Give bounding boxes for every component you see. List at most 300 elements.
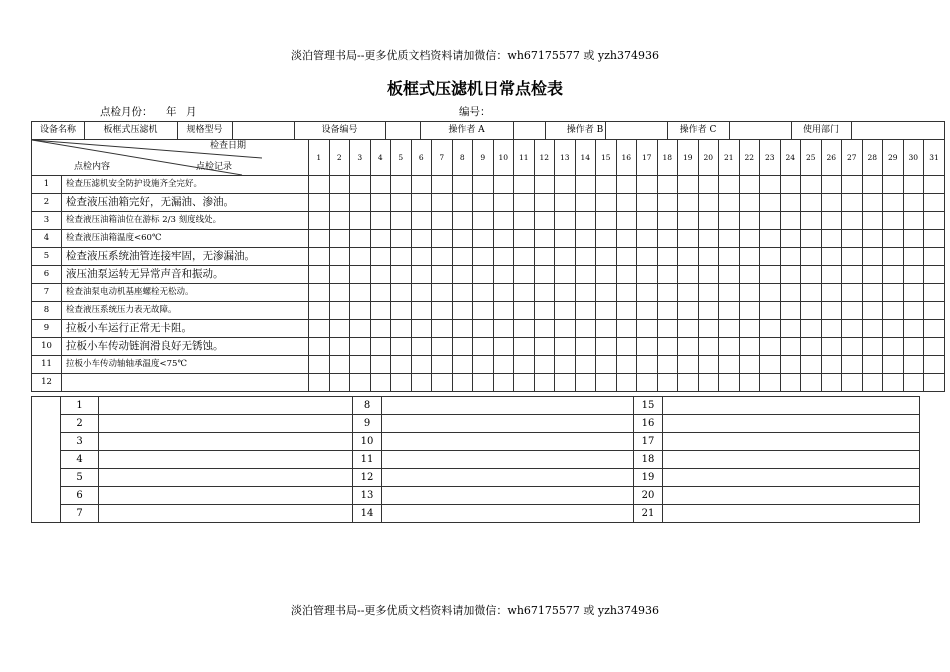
check-cell[interactable] — [739, 176, 760, 194]
check-cell[interactable] — [862, 194, 883, 212]
check-cell[interactable] — [739, 338, 760, 356]
check-cell[interactable] — [473, 284, 494, 302]
check-cell[interactable] — [534, 176, 555, 194]
check-cell[interactable] — [903, 320, 924, 338]
check-cell[interactable] — [370, 266, 391, 284]
check-cell[interactable] — [760, 194, 781, 212]
check-cell[interactable] — [739, 356, 760, 374]
check-cell[interactable] — [596, 176, 617, 194]
check-cell[interactable] — [350, 302, 371, 320]
check-cell[interactable] — [924, 338, 945, 356]
check-cell[interactable] — [473, 194, 494, 212]
check-cell[interactable] — [391, 320, 412, 338]
check-cell[interactable] — [309, 374, 330, 392]
check-cell[interactable] — [842, 194, 863, 212]
equip-no-value[interactable] — [385, 122, 420, 139]
check-cell[interactable] — [514, 230, 535, 248]
check-cell[interactable] — [370, 230, 391, 248]
extra-entry-cell[interactable] — [99, 469, 353, 487]
check-cell[interactable] — [924, 356, 945, 374]
check-cell[interactable] — [329, 248, 350, 266]
check-cell[interactable] — [719, 374, 740, 392]
check-cell[interactable] — [329, 284, 350, 302]
check-cell[interactable] — [432, 266, 453, 284]
check-cell[interactable] — [842, 266, 863, 284]
check-cell[interactable] — [514, 320, 535, 338]
check-cell[interactable] — [329, 176, 350, 194]
check-cell[interactable] — [493, 194, 514, 212]
check-cell[interactable] — [575, 320, 596, 338]
check-cell[interactable] — [719, 212, 740, 230]
extra-entry-cell[interactable] — [382, 397, 634, 415]
check-cell[interactable] — [924, 212, 945, 230]
check-cell[interactable] — [555, 302, 576, 320]
check-cell[interactable] — [370, 194, 391, 212]
check-cell[interactable] — [698, 194, 719, 212]
check-cell[interactable] — [391, 176, 412, 194]
check-cell[interactable] — [883, 320, 904, 338]
check-cell[interactable] — [309, 266, 330, 284]
check-cell[interactable] — [760, 374, 781, 392]
check-cell[interactable] — [698, 176, 719, 194]
check-cell[interactable] — [411, 230, 432, 248]
check-cell[interactable] — [596, 356, 617, 374]
operator-b-value[interactable] — [605, 122, 667, 139]
check-cell[interactable] — [903, 194, 924, 212]
check-cell[interactable] — [760, 248, 781, 266]
check-cell[interactable] — [534, 230, 555, 248]
check-cell[interactable] — [350, 230, 371, 248]
check-cell[interactable] — [739, 230, 760, 248]
check-cell[interactable] — [391, 302, 412, 320]
check-cell[interactable] — [473, 230, 494, 248]
check-cell[interactable] — [452, 284, 473, 302]
check-cell[interactable] — [678, 248, 699, 266]
extra-entry-cell[interactable] — [99, 505, 353, 523]
check-cell[interactable] — [596, 284, 617, 302]
check-cell[interactable] — [903, 338, 924, 356]
check-cell[interactable] — [596, 230, 617, 248]
check-cell[interactable] — [514, 356, 535, 374]
extra-entry-cell[interactable] — [663, 505, 920, 523]
check-cell[interactable] — [473, 320, 494, 338]
check-cell[interactable] — [596, 212, 617, 230]
check-cell[interactable] — [821, 230, 842, 248]
check-cell[interactable] — [719, 176, 740, 194]
check-cell[interactable] — [616, 230, 637, 248]
check-cell[interactable] — [493, 230, 514, 248]
check-cell[interactable] — [924, 248, 945, 266]
check-cell[interactable] — [432, 212, 453, 230]
check-cell[interactable] — [493, 266, 514, 284]
check-cell[interactable] — [370, 302, 391, 320]
check-cell[interactable] — [842, 302, 863, 320]
check-cell[interactable] — [493, 356, 514, 374]
extra-entry-cell[interactable] — [99, 433, 353, 451]
check-cell[interactable] — [637, 338, 658, 356]
check-cell[interactable] — [575, 212, 596, 230]
check-cell[interactable] — [493, 248, 514, 266]
check-cell[interactable] — [739, 212, 760, 230]
check-cell[interactable] — [329, 266, 350, 284]
check-cell[interactable] — [801, 320, 822, 338]
check-cell[interactable] — [780, 320, 801, 338]
check-cell[interactable] — [780, 176, 801, 194]
check-cell[interactable] — [801, 374, 822, 392]
check-cell[interactable] — [555, 374, 576, 392]
check-cell[interactable] — [698, 284, 719, 302]
check-cell[interactable] — [637, 266, 658, 284]
check-cell[interactable] — [924, 320, 945, 338]
check-cell[interactable] — [329, 230, 350, 248]
check-cell[interactable] — [842, 320, 863, 338]
check-cell[interactable] — [473, 266, 494, 284]
check-cell[interactable] — [452, 212, 473, 230]
check-cell[interactable] — [575, 302, 596, 320]
extra-entry-cell[interactable] — [99, 487, 353, 505]
check-cell[interactable] — [432, 320, 453, 338]
check-cell[interactable] — [862, 230, 883, 248]
check-cell[interactable] — [473, 212, 494, 230]
check-cell[interactable] — [760, 356, 781, 374]
check-cell[interactable] — [411, 194, 432, 212]
check-cell[interactable] — [473, 356, 494, 374]
check-cell[interactable] — [575, 248, 596, 266]
check-cell[interactable] — [575, 266, 596, 284]
check-cell[interactable] — [760, 302, 781, 320]
check-cell[interactable] — [678, 266, 699, 284]
check-cell[interactable] — [801, 356, 822, 374]
check-cell[interactable] — [555, 356, 576, 374]
check-cell[interactable] — [596, 248, 617, 266]
check-cell[interactable] — [698, 266, 719, 284]
check-cell[interactable] — [473, 374, 494, 392]
check-cell[interactable] — [637, 194, 658, 212]
extra-entry-cell[interactable] — [663, 451, 920, 469]
check-cell[interactable] — [493, 374, 514, 392]
check-cell[interactable] — [780, 374, 801, 392]
check-cell[interactable] — [678, 374, 699, 392]
check-cell[interactable] — [411, 248, 432, 266]
extra-entry-cell[interactable] — [382, 469, 634, 487]
check-cell[interactable] — [452, 194, 473, 212]
check-cell[interactable] — [555, 230, 576, 248]
check-cell[interactable] — [821, 284, 842, 302]
check-cell[interactable] — [801, 212, 822, 230]
check-cell[interactable] — [924, 302, 945, 320]
check-cell[interactable] — [821, 338, 842, 356]
check-cell[interactable] — [719, 248, 740, 266]
check-cell[interactable] — [575, 374, 596, 392]
check-cell[interactable] — [637, 302, 658, 320]
check-cell[interactable] — [596, 338, 617, 356]
extra-entry-cell[interactable] — [663, 469, 920, 487]
check-cell[interactable] — [760, 338, 781, 356]
check-cell[interactable] — [596, 320, 617, 338]
check-cell[interactable] — [432, 284, 453, 302]
check-cell[interactable] — [514, 302, 535, 320]
check-cell[interactable] — [555, 248, 576, 266]
check-cell[interactable] — [514, 284, 535, 302]
check-cell[interactable] — [534, 266, 555, 284]
check-cell[interactable] — [514, 266, 535, 284]
check-cell[interactable] — [329, 320, 350, 338]
check-cell[interactable] — [698, 230, 719, 248]
check-cell[interactable] — [493, 338, 514, 356]
check-cell[interactable] — [534, 212, 555, 230]
extra-entry-cell[interactable] — [382, 487, 634, 505]
check-cell[interactable] — [309, 356, 330, 374]
check-cell[interactable] — [555, 338, 576, 356]
check-cell[interactable] — [862, 302, 883, 320]
check-cell[interactable] — [452, 248, 473, 266]
check-cell[interactable] — [862, 356, 883, 374]
extra-entry-cell[interactable] — [382, 433, 634, 451]
check-cell[interactable] — [903, 176, 924, 194]
check-cell[interactable] — [698, 302, 719, 320]
check-cell[interactable] — [719, 356, 740, 374]
check-cell[interactable] — [575, 230, 596, 248]
check-cell[interactable] — [719, 194, 740, 212]
check-cell[interactable] — [473, 248, 494, 266]
check-cell[interactable] — [309, 320, 330, 338]
check-cell[interactable] — [473, 302, 494, 320]
check-cell[interactable] — [370, 176, 391, 194]
check-cell[interactable] — [575, 338, 596, 356]
check-cell[interactable] — [329, 338, 350, 356]
check-cell[interactable] — [391, 266, 412, 284]
check-cell[interactable] — [452, 320, 473, 338]
check-cell[interactable] — [411, 302, 432, 320]
check-cell[interactable] — [350, 284, 371, 302]
check-cell[interactable] — [616, 194, 637, 212]
check-cell[interactable] — [862, 176, 883, 194]
check-cell[interactable] — [596, 194, 617, 212]
check-cell[interactable] — [780, 230, 801, 248]
check-cell[interactable] — [657, 230, 678, 248]
check-cell[interactable] — [760, 230, 781, 248]
extra-entry-cell[interactable] — [663, 397, 920, 415]
check-cell[interactable] — [719, 320, 740, 338]
check-cell[interactable] — [657, 284, 678, 302]
check-cell[interactable] — [801, 338, 822, 356]
check-cell[interactable] — [842, 374, 863, 392]
check-cell[interactable] — [575, 356, 596, 374]
check-cell[interactable] — [657, 248, 678, 266]
check-cell[interactable] — [760, 284, 781, 302]
check-cell[interactable] — [616, 176, 637, 194]
check-cell[interactable] — [493, 284, 514, 302]
check-cell[interactable] — [350, 356, 371, 374]
check-cell[interactable] — [329, 302, 350, 320]
check-cell[interactable] — [452, 266, 473, 284]
check-cell[interactable] — [350, 374, 371, 392]
check-cell[interactable] — [780, 212, 801, 230]
check-cell[interactable] — [452, 176, 473, 194]
check-cell[interactable] — [842, 176, 863, 194]
check-cell[interactable] — [432, 176, 453, 194]
check-cell[interactable] — [350, 266, 371, 284]
extra-entry-cell[interactable] — [382, 505, 634, 523]
check-cell[interactable] — [309, 194, 330, 212]
check-cell[interactable] — [637, 320, 658, 338]
check-cell[interactable] — [657, 374, 678, 392]
check-cell[interactable] — [698, 338, 719, 356]
check-cell[interactable] — [780, 248, 801, 266]
check-cell[interactable] — [903, 374, 924, 392]
check-cell[interactable] — [760, 176, 781, 194]
check-cell[interactable] — [493, 320, 514, 338]
check-cell[interactable] — [329, 194, 350, 212]
check-cell[interactable] — [842, 356, 863, 374]
check-cell[interactable] — [432, 194, 453, 212]
check-cell[interactable] — [862, 248, 883, 266]
check-cell[interactable] — [350, 212, 371, 230]
check-cell[interactable] — [596, 266, 617, 284]
check-cell[interactable] — [616, 374, 637, 392]
check-cell[interactable] — [534, 302, 555, 320]
check-cell[interactable] — [534, 356, 555, 374]
check-cell[interactable] — [924, 374, 945, 392]
check-cell[interactable] — [534, 338, 555, 356]
check-cell[interactable] — [883, 302, 904, 320]
check-cell[interactable] — [739, 194, 760, 212]
check-cell[interactable] — [903, 230, 924, 248]
check-cell[interactable] — [391, 338, 412, 356]
check-cell[interactable] — [678, 320, 699, 338]
check-cell[interactable] — [411, 338, 432, 356]
check-cell[interactable] — [391, 356, 412, 374]
check-cell[interactable] — [739, 284, 760, 302]
check-cell[interactable] — [719, 284, 740, 302]
check-cell[interactable] — [657, 266, 678, 284]
check-cell[interactable] — [350, 320, 371, 338]
check-cell[interactable] — [411, 374, 432, 392]
check-cell[interactable] — [698, 356, 719, 374]
check-cell[interactable] — [842, 284, 863, 302]
check-cell[interactable] — [821, 266, 842, 284]
check-cell[interactable] — [616, 248, 637, 266]
check-cell[interactable] — [739, 320, 760, 338]
check-cell[interactable] — [350, 194, 371, 212]
check-cell[interactable] — [657, 194, 678, 212]
check-cell[interactable] — [637, 230, 658, 248]
check-cell[interactable] — [862, 374, 883, 392]
check-cell[interactable] — [821, 356, 842, 374]
check-cell[interactable] — [370, 248, 391, 266]
extra-entry-cell[interactable] — [382, 451, 634, 469]
check-cell[interactable] — [411, 212, 432, 230]
check-cell[interactable] — [903, 356, 924, 374]
check-cell[interactable] — [678, 284, 699, 302]
check-cell[interactable] — [903, 266, 924, 284]
extra-entry-cell[interactable] — [382, 415, 634, 433]
check-cell[interactable] — [370, 320, 391, 338]
extra-entry-cell[interactable] — [99, 415, 353, 433]
check-cell[interactable] — [514, 194, 535, 212]
check-cell[interactable] — [391, 284, 412, 302]
check-cell[interactable] — [842, 230, 863, 248]
check-cell[interactable] — [821, 176, 842, 194]
dept-value[interactable] — [851, 122, 914, 139]
check-cell[interactable] — [678, 230, 699, 248]
check-cell[interactable] — [924, 194, 945, 212]
check-cell[interactable] — [657, 320, 678, 338]
check-cell[interactable] — [575, 284, 596, 302]
check-cell[interactable] — [637, 176, 658, 194]
check-cell[interactable] — [801, 176, 822, 194]
check-cell[interactable] — [657, 212, 678, 230]
check-cell[interactable] — [370, 284, 391, 302]
check-cell[interactable] — [637, 248, 658, 266]
check-cell[interactable] — [883, 212, 904, 230]
check-cell[interactable] — [411, 176, 432, 194]
check-cell[interactable] — [575, 176, 596, 194]
check-cell[interactable] — [719, 302, 740, 320]
extra-entry-cell[interactable] — [663, 415, 920, 433]
check-cell[interactable] — [514, 248, 535, 266]
check-cell[interactable] — [432, 230, 453, 248]
check-cell[interactable] — [657, 338, 678, 356]
check-cell[interactable] — [780, 194, 801, 212]
check-cell[interactable] — [678, 338, 699, 356]
check-cell[interactable] — [616, 338, 637, 356]
check-cell[interactable] — [555, 266, 576, 284]
check-cell[interactable] — [924, 176, 945, 194]
check-cell[interactable] — [493, 302, 514, 320]
check-cell[interactable] — [698, 212, 719, 230]
check-cell[interactable] — [432, 374, 453, 392]
check-cell[interactable] — [719, 266, 740, 284]
check-cell[interactable] — [555, 212, 576, 230]
check-cell[interactable] — [452, 356, 473, 374]
spec-value[interactable] — [232, 122, 294, 139]
check-cell[interactable] — [616, 212, 637, 230]
check-cell[interactable] — [821, 320, 842, 338]
check-cell[interactable] — [883, 284, 904, 302]
check-cell[interactable] — [473, 338, 494, 356]
check-cell[interactable] — [760, 320, 781, 338]
check-cell[interactable] — [780, 338, 801, 356]
check-cell[interactable] — [309, 338, 330, 356]
check-cell[interactable] — [370, 356, 391, 374]
check-cell[interactable] — [801, 284, 822, 302]
check-cell[interactable] — [555, 320, 576, 338]
check-cell[interactable] — [801, 230, 822, 248]
check-cell[interactable] — [391, 248, 412, 266]
check-cell[interactable] — [821, 248, 842, 266]
check-cell[interactable] — [862, 212, 883, 230]
check-cell[interactable] — [370, 338, 391, 356]
check-cell[interactable] — [473, 176, 494, 194]
check-cell[interactable] — [760, 266, 781, 284]
check-cell[interactable] — [883, 176, 904, 194]
extra-entry-cell[interactable] — [663, 487, 920, 505]
check-cell[interactable] — [657, 302, 678, 320]
check-cell[interactable] — [821, 374, 842, 392]
check-cell[interactable] — [350, 248, 371, 266]
check-cell[interactable] — [801, 248, 822, 266]
check-cell[interactable] — [432, 302, 453, 320]
check-cell[interactable] — [493, 212, 514, 230]
check-cell[interactable] — [924, 284, 945, 302]
check-cell[interactable] — [493, 176, 514, 194]
check-cell[interactable] — [616, 284, 637, 302]
check-cell[interactable] — [780, 284, 801, 302]
check-cell[interactable] — [575, 194, 596, 212]
check-cell[interactable] — [780, 356, 801, 374]
check-cell[interactable] — [862, 338, 883, 356]
